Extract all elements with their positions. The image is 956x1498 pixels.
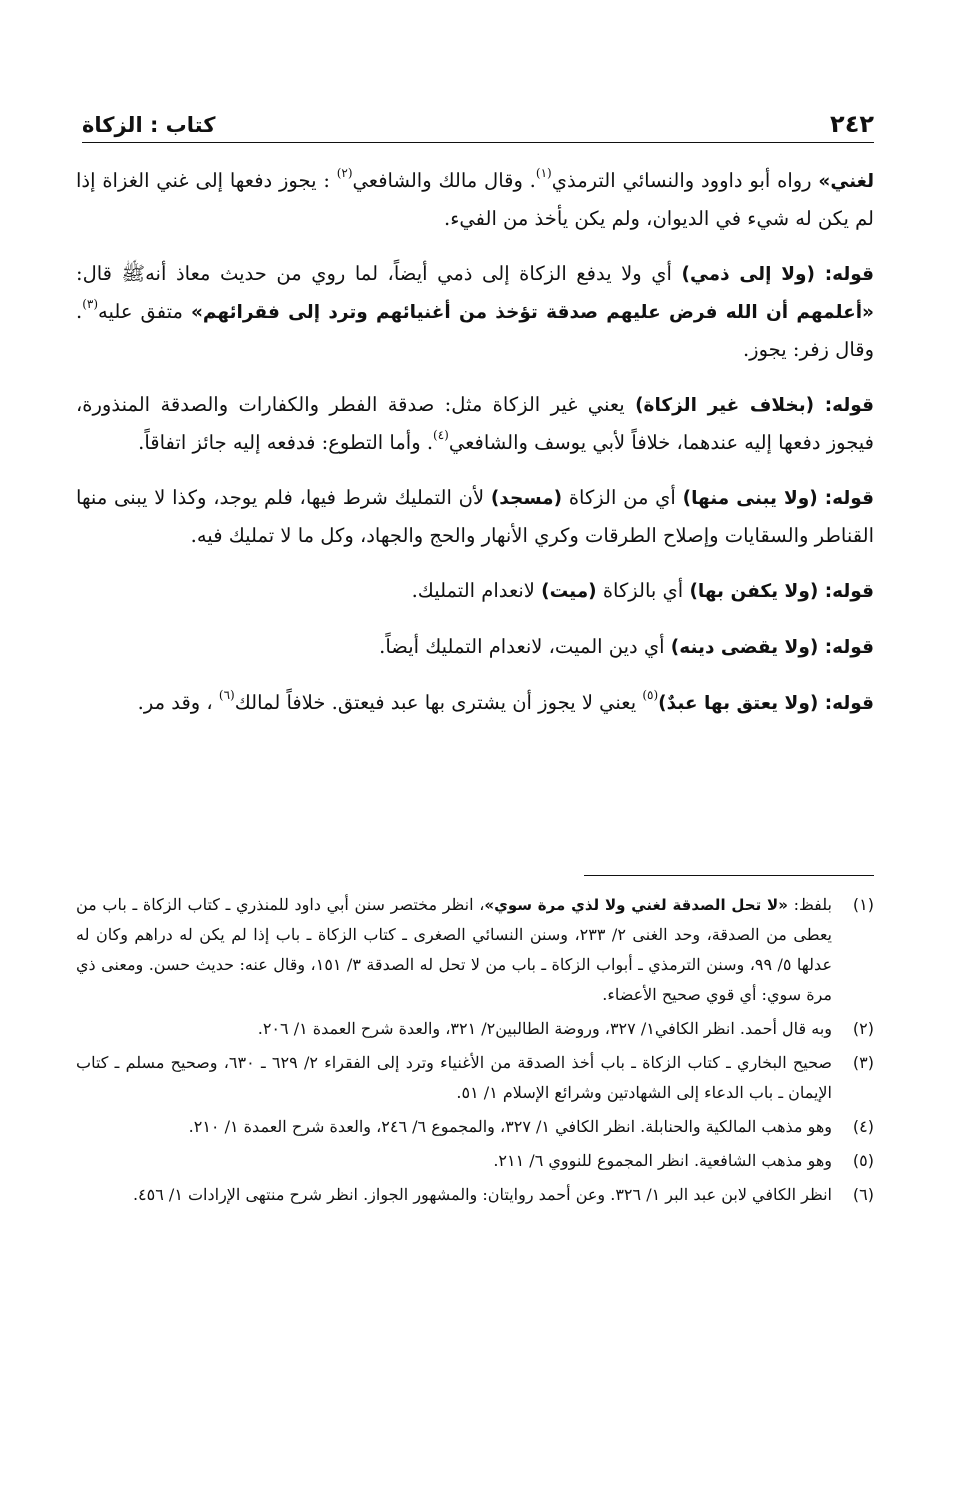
footnote-text: وبه قال أحمد. انظر الكافي١/ ٣٢٧، وروضة الطالبين٢/ ٣٢١، والعدة شرح العمدة ١/ ٢٠٦. [257,1019,832,1038]
paragraph-text: . وأما التطوع: فدفعه إليه جائز اتفاقاً. [138,431,434,454]
paragraph-text: يعني غير الزكاة مثل: صدقة الفطر والكفارات والصدقة المنذورة، فيجوز دفعها إليه عندهما، خلافاً لأبي يوسف والشافعي [76,393,874,454]
paragraph-text: . وقال مالك والشافعي [352,169,536,192]
footnote-number: (١) [852,895,874,914]
footnote [76,1146,874,1176]
paragraph-text: لانعدام التمليك. [411,579,542,602]
paragraph [76,572,874,610]
footnote-number: (٥) [852,1151,874,1170]
paragraph-lead: قوله: (ولا يقضى دينه) [670,637,874,658]
paragraph-text: أي بالزكاة [596,579,690,602]
paragraph [76,684,874,722]
footnote [76,1112,874,1142]
footnote-text [76,890,832,1010]
footnote-marker[interactable]: (٢) [336,166,353,181]
main-text [76,162,874,740]
footnote-hadith: «لا تحل الصدقة لغني ولا لذي مرة سوي» [484,896,788,914]
paragraph-text: : يجوز دفعها إلى غني الغزاة إذا لم يكن له شيء في الديوان، ولم يكن يأخذ من الفيء. [76,169,874,230]
running-title: كتاب : الزكاة [82,110,225,140]
footnote [76,1048,874,1108]
paragraph-lead: قوله: (بخلاف غير الزكاة) [635,395,874,416]
page-number: ٢٤٢ [820,108,874,140]
footnote-number: (٣) [852,1053,874,1072]
paragraph-lead: لغني» [818,171,875,192]
paragraph-text: متفق عليه [98,300,191,323]
footnote [76,1180,874,1210]
footnote [76,1014,874,1044]
footnote-text: صحيح البخاري ـ كتاب الزكاة ـ باب أخذ الصدقة من الأغنياء وترد إلى الفقراء ٢/ ٦٢٩ ـ ٦٣٠، وصحيح مسلم ـ كتاب الإيمان ـ باب الدعاء إلى الشهادتين وشرائع الإسلام ١/ ٥١. [76,1053,832,1102]
paragraph-text: رواه أبو داوود والنسائي الترمذي [551,169,819,192]
paragraph-text: أي من الزكاة [562,486,683,509]
hadith-quote: «أعلمهم أن الله فرض عليهم صدقة تؤخذ من أغنيائهم وترد إلى فقرائهم» [190,302,875,323]
footnote-number: (٤) [852,1117,874,1136]
footnote-marker[interactable]: (٣) [82,297,99,312]
paragraph [76,628,874,666]
footnote-number: (٢) [852,1019,874,1038]
paragraph [76,162,874,237]
paragraph-text: ، وقد مر. [137,691,219,714]
footnote-marker[interactable]: (٥) [642,688,659,703]
paragraph-text: أي ولا يدفع الزكاة إلى ذمي أيضاً، لما روي من حديث معاذ أنهﷺ قال: [76,262,682,285]
footnote-text: وهو مذهب الشافعية. انظر المجموع للنووي ٦/ ٢١١. [493,1151,832,1170]
footnote-text: وهو مذهب المالكية والحنابلة. انظر الكافي ١/ ٣٢٧، والمجموع ٦/ ٢٤٦، والعدة شرح العمدة ١/ ٢١٠. [188,1117,832,1136]
footnote-marker[interactable]: (٤) [433,428,449,443]
paragraph-text: يعني لا يجوز أن يشترى بها عبد فيعتق. خلافاً لمالك [234,691,643,714]
paragraph-lead: قوله: (ولا يبنى منها) [682,488,874,509]
footnote-text-part: ، انظر مختصر سنن أبي داود للمنذري ـ كتاب الزكاة ـ باب من يعطى من الصدقة، وحد الغنى ٢/ ٢٣٣، وسنن النسائي الصغرى ـ كتاب الزكاة ـ باب إذا لم يكن له دراهم وكان له عدلها ٥/ ٩٩، وسنن الترمذي ـ أبواب الزكاة ـ باب من لا تحل له الصدقة ٣/ ١٥١، وقال عنه: حديث حسن. ومعنى ذي مرة سوي: أي قوي صحيح الأعضاء. [76,895,833,1004]
footnote-text-part: بلفظ: [787,895,832,914]
paragraph-text: . وقال زفر: يجوز. [76,300,874,361]
footnote-number: (٦) [852,1185,874,1204]
paragraph [76,255,874,368]
paragraph-text: لأن التمليك شرط فيها، فلم يوجد، وكذا لا يبنى منها القناطر والسقايات وإصلاح الطرقات وكري الأنهار والحج والجهاد، وكل ما لا تمليك فيه. [76,486,874,547]
matn-word: (مسجد) [490,488,563,509]
page-header [82,108,874,143]
footnotes [76,890,874,1214]
paragraph-lead: قوله: (ولا إلى ذمي) [681,264,874,285]
paragraph [76,386,874,461]
matn-word: (ميت) [541,581,597,602]
footnote-marker[interactable]: (١) [535,166,552,181]
paragraph-lead: قوله: (ولا يعتق بها عبدٌ) [658,693,874,714]
paragraph-text: أي دين الميت، لانعدام التمليك أيضاً. [379,635,671,658]
footnote [76,890,874,1010]
paragraph-lead: قوله: (ولا يكفن بها) [689,581,874,602]
footnote-marker[interactable]: (٦) [218,688,235,703]
footnote-separator [584,875,874,876]
paragraph [76,479,874,554]
footnote-text: انظر الكافي لابن عبد البر ١/ ٣٢٦. وعن أحمد روايتان: والمشهور الجواز. انظر شرح منتهى الإرادات ١/ ٤٥٦. [132,1185,832,1204]
